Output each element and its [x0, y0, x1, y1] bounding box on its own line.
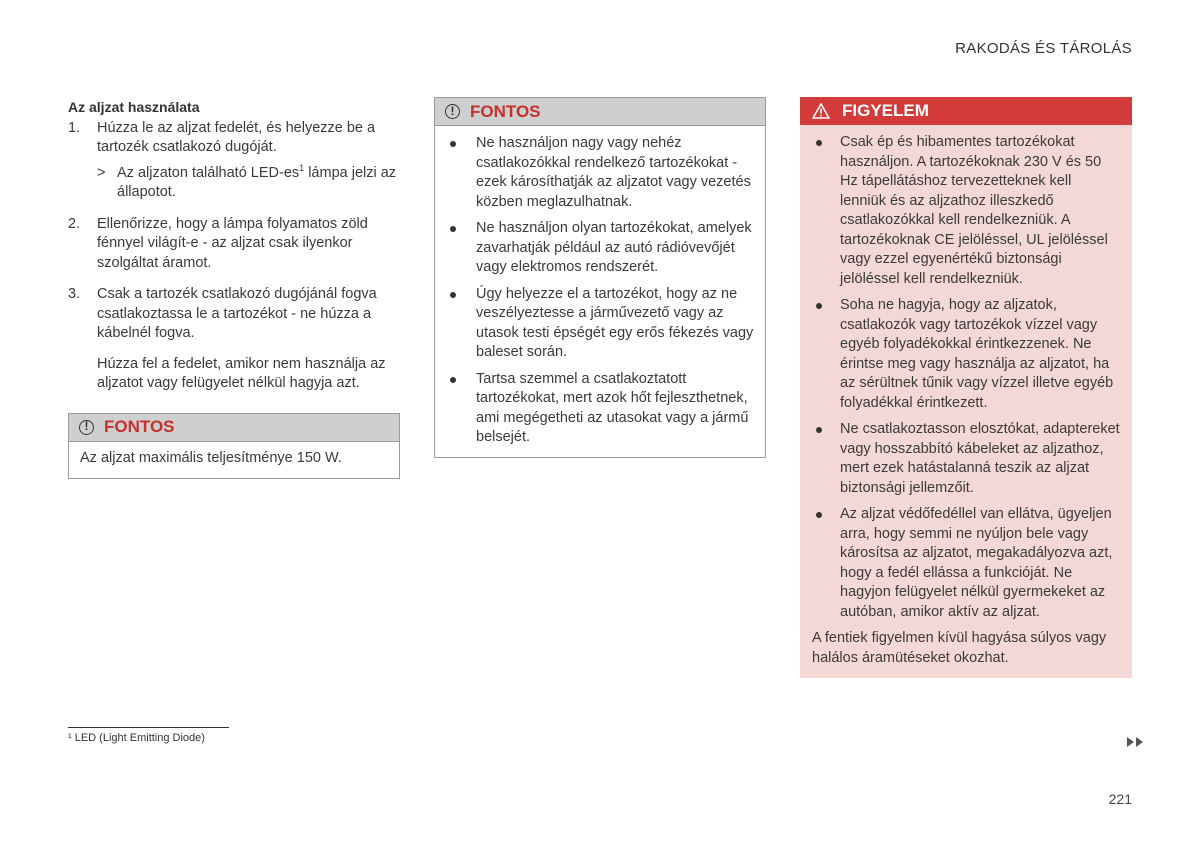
column-left	[68, 96, 400, 479]
step-number: 2.	[68, 215, 81, 232]
exclamation-circle-icon: !	[445, 104, 460, 119]
step-3	[68, 285, 400, 344]
step-result	[97, 164, 400, 203]
section-heading: Az aljzat használata	[68, 99, 200, 115]
list-item: Tartsa szemmel a csatlakoztatott tartozékokat, mert azok hőt fejleszthetnek, ami megégetheti az utasokat vagy a jármű belsejét.	[446, 370, 755, 448]
cover-note: Húzza fel a fedelet, amikor nem használja az aljzatot vagy felügyelet nélkül hagyja azt.	[97, 355, 386, 391]
important-bullet-list	[446, 134, 755, 448]
warning-closing-text: A fentiek figyelmen kívül hagyása súlyos vagy halálos áramütéseket okozhat.	[812, 630, 1107, 666]
step-text: Csak a tartozék csatlakozó dugójánál fogva csatlakoztassa le a tartozékot - ne húzza a kábelnél fogva.	[97, 286, 377, 341]
list-item: Úgy helyezze el a tartozékot, hogy az ne veszélyeztesse a járművezető vagy az utasok testi épségét egy erős fékezés vagy baleset során.	[446, 285, 755, 363]
result-arrow: >	[97, 164, 106, 181]
result-text-b: lámpa jelzi az állapotot.	[117, 164, 397, 200]
step-text: Ellenőrizze, hogy a lámpa folyamatos zöld fénnyel világít-e - az aljzat csak ilyenkor szolgáltat áramot.	[97, 215, 368, 271]
important-box-2-title: FONTOS	[470, 101, 541, 121]
important-box-2-body	[435, 126, 765, 457]
steps-list	[68, 119, 400, 344]
result-text-a: Az aljzaton található LED-es	[117, 164, 300, 181]
warning-bullet-list	[812, 133, 1121, 622]
column-middle	[434, 97, 766, 458]
important-box-title: FONTOS	[104, 417, 175, 437]
warning-box-header	[800, 97, 1132, 125]
warning-box-title: FIGYELEM	[842, 101, 929, 121]
important-box-2	[434, 97, 766, 458]
important-box-header	[69, 414, 399, 442]
step-number: 1.	[68, 119, 81, 136]
important-box	[68, 413, 400, 480]
footnote-divider	[68, 727, 229, 728]
warning-box-body	[800, 125, 1132, 678]
page-number: 221	[1108, 791, 1132, 807]
double-triangle-right-icon	[1125, 736, 1145, 748]
list-item: Ne használjon nagy vagy nehéz csatlakozókkal rendelkező tartozékokat - ezek károsíthatják az aljzatot vagy vezetés közben meglazulhatnak.	[446, 134, 755, 212]
warning-box	[800, 97, 1132, 678]
page-header-title: RAKODÁS ÉS TÁROLÁS	[955, 40, 1132, 57]
column-right	[800, 97, 1132, 678]
list-item: Ne csatlakoztasson elosztókat, adaptereket vagy hosszabbító kábeleket az aljzathoz, mert ezek hatástalanná teszik az aljzat biztonsági jellemzőit.	[812, 420, 1121, 498]
step-number: 3.	[68, 286, 81, 302]
list-item: Ne használjon olyan tartozékokat, amelyek zavarhatják például az autó rádióvevőjét vagy elektromos rendszerét.	[446, 219, 755, 278]
list-item: Soha ne hagyja, hogy az aljzatok, csatlakozók vagy tartozékok vízzel vagy egyéb folyadékokkal érintkezzenek. Ne érintse meg vagy használja az aljzatot, ha az sérültnek tűnik vagy vízzel illetve egyéb folyadékkal érintkezett.	[812, 296, 1121, 413]
footnote-ref: 1	[299, 162, 305, 173]
step-2	[68, 215, 400, 274]
list-item: Csak ép és hibamentes tartozékokat használjon. A tartozékoknak 230 V és 50 Hz tápellátáshoz tervezetteknek kell lenniük és az aljzathoz illeszkedő csatlakozókkal kell rendelkezniük. A tartozékoknak CE jelöléssel, UL jelöléssel vagy ezzel egyenértékű biztonsági jelöléssel kell rendelkezniük.	[812, 133, 1121, 289]
list-item: Az aljzat védőfedéllel van ellátva, ügyeljen arra, hogy semmi ne nyúljon bele vagy károsítsa az aljzatot, megakadályozva azt, hogy a fedél ellássa a funkcióját. Ne hagyjon felügyelet nélkül gyermekeket az autóban, amikor aktív az aljzat.	[812, 505, 1121, 622]
important-box-2-header	[435, 98, 765, 126]
step-1	[68, 119, 400, 203]
footnote: ¹ LED (Light Emitting Diode)	[68, 732, 205, 744]
important-box-text: Az aljzat maximális teljesítménye 150 W.	[80, 449, 342, 466]
step-text: Húzza le az aljzat fedelét, és helyezze be a tartozék csatlakozó dugóját.	[97, 119, 376, 155]
warning-triangle-icon	[812, 103, 830, 119]
exclamation-circle-icon: !	[79, 420, 94, 435]
